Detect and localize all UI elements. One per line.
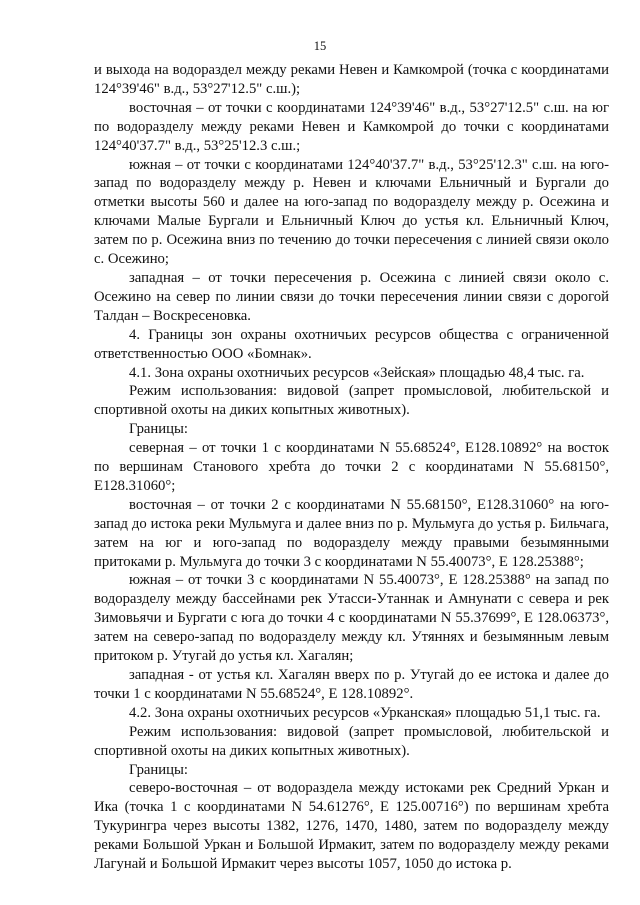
paragraph-west-boundary: западная - от устья кл. Хагалян вверх по р. Утугай до ее истока и далее до точки 1 с координатами N 55.68524°, E 128.10892°. (94, 667, 609, 702)
paragraph-east-boundary: восточная – от точки 2 с координатами N 55.68150°, E128.31060° на юго-запад до истока реки Мульмуга и далее вниз по р. Мульмуга до устья р. Бильчага, затем на юг и юго-запад по водоразделу между правыми безымянными притоками р. Мульмуга до точки 3 с координатами N 55.40073°, E 128.25388°; (94, 496, 609, 570)
paragraph-usage-mode: Режим использования: видовой (запрет промысловой, любительской и спортивной охоты на диких копытных животных). (94, 383, 609, 419)
paragraph-boundaries-label: Границы: (129, 761, 188, 778)
paragraph-east-boundary: восточная – от точки с координатами 124°39'46" в.д., 53°27'12.5" с.ш. на юг по водоразделу между реками Невен и Камкомрой до точки с координатами 124°40'37.7" в.д., 53°25'12.3 с.ш.; (94, 99, 609, 154)
page-number: 15 (313, 39, 327, 53)
paragraph-northeast-boundary: северо-восточная – от водораздела между истоками рек Средний Уркан и Ика (точка 1 с координатами N 54.61276°, E 125.00716°) по вершинам хребта Тукурингра через высоты 1382, 1276, 1470, 1480, затем по водоразделу между реками Большой Уркан и Большой Ирмакит, затем по водоразделу между реками Лагунай и Большой Ирмакит через высоты 1057, 1050 до истока р. (94, 780, 609, 873)
document-body (94, 61, 609, 874)
paragraph-south-boundary: южная – от точки 3 с координатами N 55.40073°, E 128.25388° на запад по водоразделу между бассейнами рек Утасси-Утаннак и Амнунати с севера и рек Зимовьячи и Бургати с юга до точки 4 с координатами N 55.37699°, E 128.06373°, затем на северо-запад по водоразделу между кл. Утяннях и безымянным левым притоком р. Утугай до устья кл. Хагалян; (94, 572, 609, 665)
subsection-heading-4-2: 4.2. Зона охраны охотничьих ресурсов «Урканская» площадью 51,1 тыс. га. (129, 704, 601, 721)
subsection-heading-4-1: 4.1. Зона охраны охотничьих ресурсов «Зейская» площадью 48,4 тыс. га. (129, 364, 585, 381)
paragraph-boundaries-label: Границы: (129, 421, 188, 438)
paragraph-south-boundary: южная – от точки с координатами 124°40'37.7" в.д., 53°25'12.3" с.ш. на юго-запад по водоразделу между р. Невен и ключами Ельничный и Бургали до отметки высоты 560 и далее на юго-запад по водоразделу между р. Осежина и ключами Малые Бургали и Ельничный Ключ до устья кл. Ельничный Ключ, затем по р. Осежина вниз по течению до точки пересечения с линией связи около с. Осежино; (94, 156, 609, 268)
paragraph-north-boundary: северная – от точки 1 с координатами N 55.68524°, E128.10892° на восток по вершинам Станового хребта до точки 2 с координатами N 55.68150°, E128.31060°; (94, 440, 609, 494)
paragraph-continuation: и выхода на водораздел между реками Невен и Камкомрой (точка с координатами 124°39'46" в.д., 53°27'12.5" с.ш.); (94, 62, 609, 97)
paragraph-west-boundary: западная – от точки пересечения р. Осежина с линией связи около с. Осежино на север по линии связи до точки пересечения линии связи с дорогой Талдан – Воскресеновка. (94, 269, 609, 324)
section-heading-4: 4. Границы зон охраны охотничьих ресурсов общества с ограниченной ответственностью ООО «Бомнак». (94, 326, 609, 362)
paragraph-usage-mode: Режим использования: видовой (запрет промысловой, любительской и спортивной охоты на диких копытных животных). (94, 723, 609, 759)
